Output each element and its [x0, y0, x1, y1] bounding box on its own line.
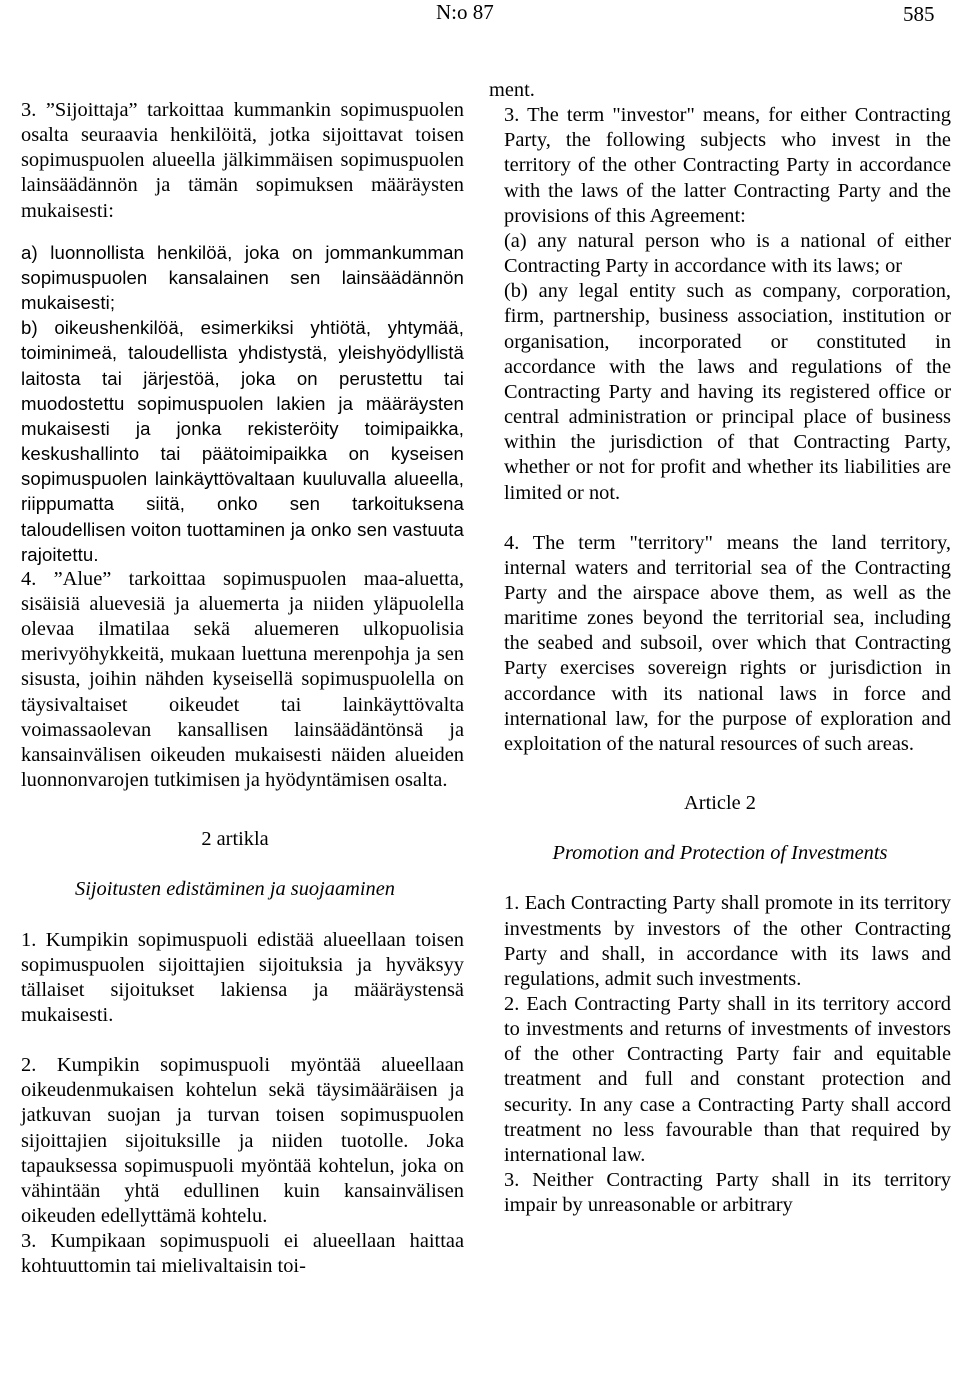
page-number: 585 [903, 2, 935, 26]
en-continuation: ment. [489, 79, 535, 101]
en-article2-para1: 1. Each Contracting Party shall promote in its territory investments by investors of the other Contracting Party and shall, in accordance with its laws and regulations, admit such investments. [504, 892, 951, 990]
en-article2-para2: 2. Each Contracting Party shall in its territory accord to investments and returns of investments of investors of the other Contracting Party fair and equitable treatment and full and constant protection and security. In any case a Contracting Party shall accord treatment no less favourable than that required by international law. [504, 993, 951, 1166]
fi-definition-territory: 4. ”Alue” tarkoittaa sopimuspuolen maa-aluetta, sisäisiä aluevesiä ja aluemerta ja niiden yläpuolella olevaa ilmatilaa sekä aluemeren ulkopuolisia merivyöhykkeitä, mukaan luettuna merenpohja ja sen sisusta, joihin nähden kyseisellä sopimuspuolella on täysivaltaiset oikeudet tai lainkäyttövalta voimassaolevan kansallisen lainsäädäntönsä ja kansainvälisen oikeuden mukaisesti näiden alueiden luonnonvarojen tutkimisen ja hyödyntämisen osalta. [21, 567, 464, 792]
fi-natural-person: a) luonnollista henkilöä, joka on jommankumman sopimuspuolen kansalainen sen lainsäädännön mukaisesti; [21, 241, 464, 314]
en-natural-person: (a) any natural person who is a national of either Contracting Party in accordance with its laws; or [504, 229, 951, 278]
en-definition-investor: 3. The term "investor" means, for either Contracting Party, the following subjects who invest in the territory of the other Contracting Party in accordance with the laws of the latter Contracting Party and the provisions of this Agreement: [504, 104, 951, 227]
english-column [489, 79, 951, 1218]
fi-article2-para1: 1. Kumpikin sopimuspuoli edistää alueellaan toisen sopimuspuolen sijoittajien sijoituksia ja hyväksyy tällaiset sijoitukset lakiensa ja määräystensä mukaisesti. [21, 928, 464, 1026]
issue-number: N:o 87 [436, 0, 494, 24]
en-article-title: Article 2 [684, 792, 756, 815]
fi-legal-entity: b) oikeushenkilöä, esimerkiksi yhtiötä, yhtymää, toiminimeä, taloudellista yhdistystä, yleishyödyllistä laitosta tai järjestöä, joka on perustettu tai muodostettu sopimuspuolen lakien ja määräysten mukaisesti ja jonka rekisteröity toimipaikka, keskushallinto tai päätoimipaikka on kyseisen sopimuspuolen lainkäyttövaltaan kuuluvalla alueella, riippumatta siitä, onko sen tarkoituksena taloudellisen voiton tuottaminen ja onko sen vastuuta rajoitettu. [21, 317, 464, 565]
fi-article-subtitle: Sijoitusten edistäminen ja suojaaminen [75, 878, 395, 901]
fi-definition-investor: 3. ”Sijoittaja” tarkoittaa kummankin sopimuspuolen osalta seuraavia henkilöitä, jotka sijoittavat toisen sopimuspuolen alueella jälkimmäisen sopimuspuolen lainsäädännön ja tämän sopimuksen määräysten mukaisesti: [21, 99, 464, 222]
fi-article2-para3: 3. Kumpikaan sopimuspuoli ei alueellaan haittaa kohtuuttomin tai mielivaltaisin toi- [21, 1230, 464, 1278]
fi-article-title: 2 artikla [201, 828, 269, 851]
en-article2-para3: 3. Neither Contracting Party shall in its territory impair by unreasonable or arbitrary [504, 1169, 951, 1217]
en-definition-territory: 4. The term "territory" means the land territory, internal waters and territorial sea of the Contracting Party and the airspace above them, as well as the maritime zones beyond the territorial sea, including the seabed and subsoil, over which that Contracting Party exercises sovereign rights or jurisdiction in accordance with its national laws in force and international law, for the purpose of exploration and exploitation of the natural resources of such areas. [504, 531, 951, 755]
fi-article2-para2: 2. Kumpikin sopimuspuoli myöntää alueellaan oikeudenmukaisen kohtelun sekä täysimääräisen ja jatkuvan suojan ja turvan toisen sopimuspuolen sijoittajien sijoituksille ja niiden tuotolle. Joka tapauksessa sopimuspuoli myöntää kohtelun, joka on vähintään yhtä edullinen kuin kansainvälisen oikeuden edellyttämä kohtelu. [21, 1054, 464, 1228]
en-legal-entity: (b) any legal entity such as company, corporation, firm, partnership, business association, institution or organisation, incorporated or constituted in accordance with the laws and regulations of the Contracting Party and having its registered office or central administration or principal place of business within the jurisdiction of that Contracting Party, whether or not for profit and whether its liabilities are limited or not. [504, 280, 951, 504]
page-header [0, 0, 960, 40]
finnish-column [6, 84, 464, 1280]
en-article-subtitle: Promotion and Protection of Investments [552, 842, 888, 865]
